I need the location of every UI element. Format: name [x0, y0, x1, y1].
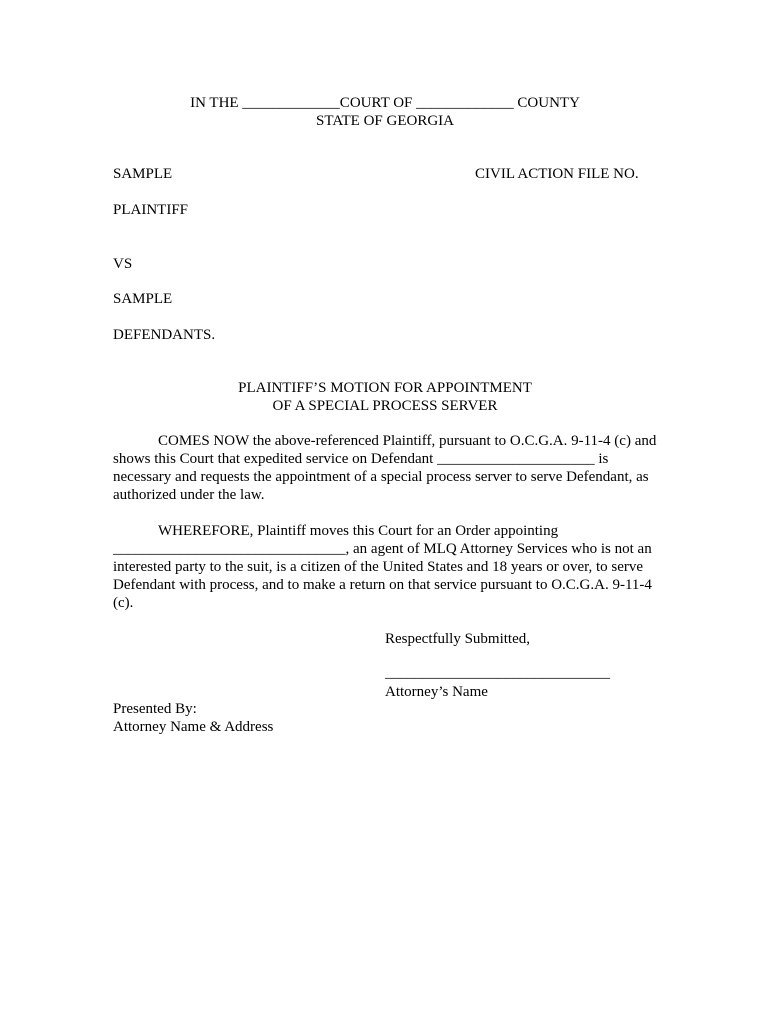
- motion-paragraph-1-text: COMES NOW the above-referenced Plaintiff, pursuant to O.C.G.A. 9-11-4 (c) and shows this Court that expedited service on Defendant _____________________ is necessary and requests the appointment of a special process server to serve Defendant, as authorized under the law.: [113, 433, 657, 503]
- civil-action-file-label: CIVIL ACTION FILE NO.: [475, 166, 639, 182]
- state-caption-line: STATE OF GEORGIA: [316, 113, 454, 129]
- motion-title-line-2: OF A SPECIAL PROCESS SERVER: [272, 398, 498, 414]
- defendants-label: DEFENDANTS.: [113, 327, 216, 343]
- motion-paragraph-2-text: WHEREFORE, Plaintiff moves this Court for an Order appointing _______________________________, an agent of MLQ Attorney Services who is not an interested party to the suit, is a citizen of the United States and 18 years or over, to serve Defendant with process, and to make a return on that service pursuant to O.C.G.A. 9-11-4 (c).: [113, 523, 652, 611]
- defendant-name: SAMPLE: [113, 291, 173, 307]
- signature-line: ______________________________: [385, 665, 610, 681]
- attorney-name-label: Attorney’s Name: [385, 684, 488, 700]
- motion-title-line-1: PLAINTIFF’S MOTION FOR APPOINTMENT: [238, 380, 532, 396]
- closing-text: Respectfully Submitted,: [385, 631, 530, 647]
- plaintiff-label: PLAINTIFF: [113, 202, 189, 218]
- motion-paragraph-2: [113, 522, 661, 612]
- plaintiff-name: SAMPLE: [113, 166, 173, 182]
- presented-by-label: Presented By:: [113, 701, 197, 717]
- court-caption-line: IN THE _____________COURT OF _____________ COUNTY: [190, 95, 580, 111]
- attorney-name-address: Attorney Name & Address: [113, 719, 274, 735]
- versus-label: VS: [113, 256, 133, 272]
- motion-paragraph-1: [113, 432, 661, 504]
